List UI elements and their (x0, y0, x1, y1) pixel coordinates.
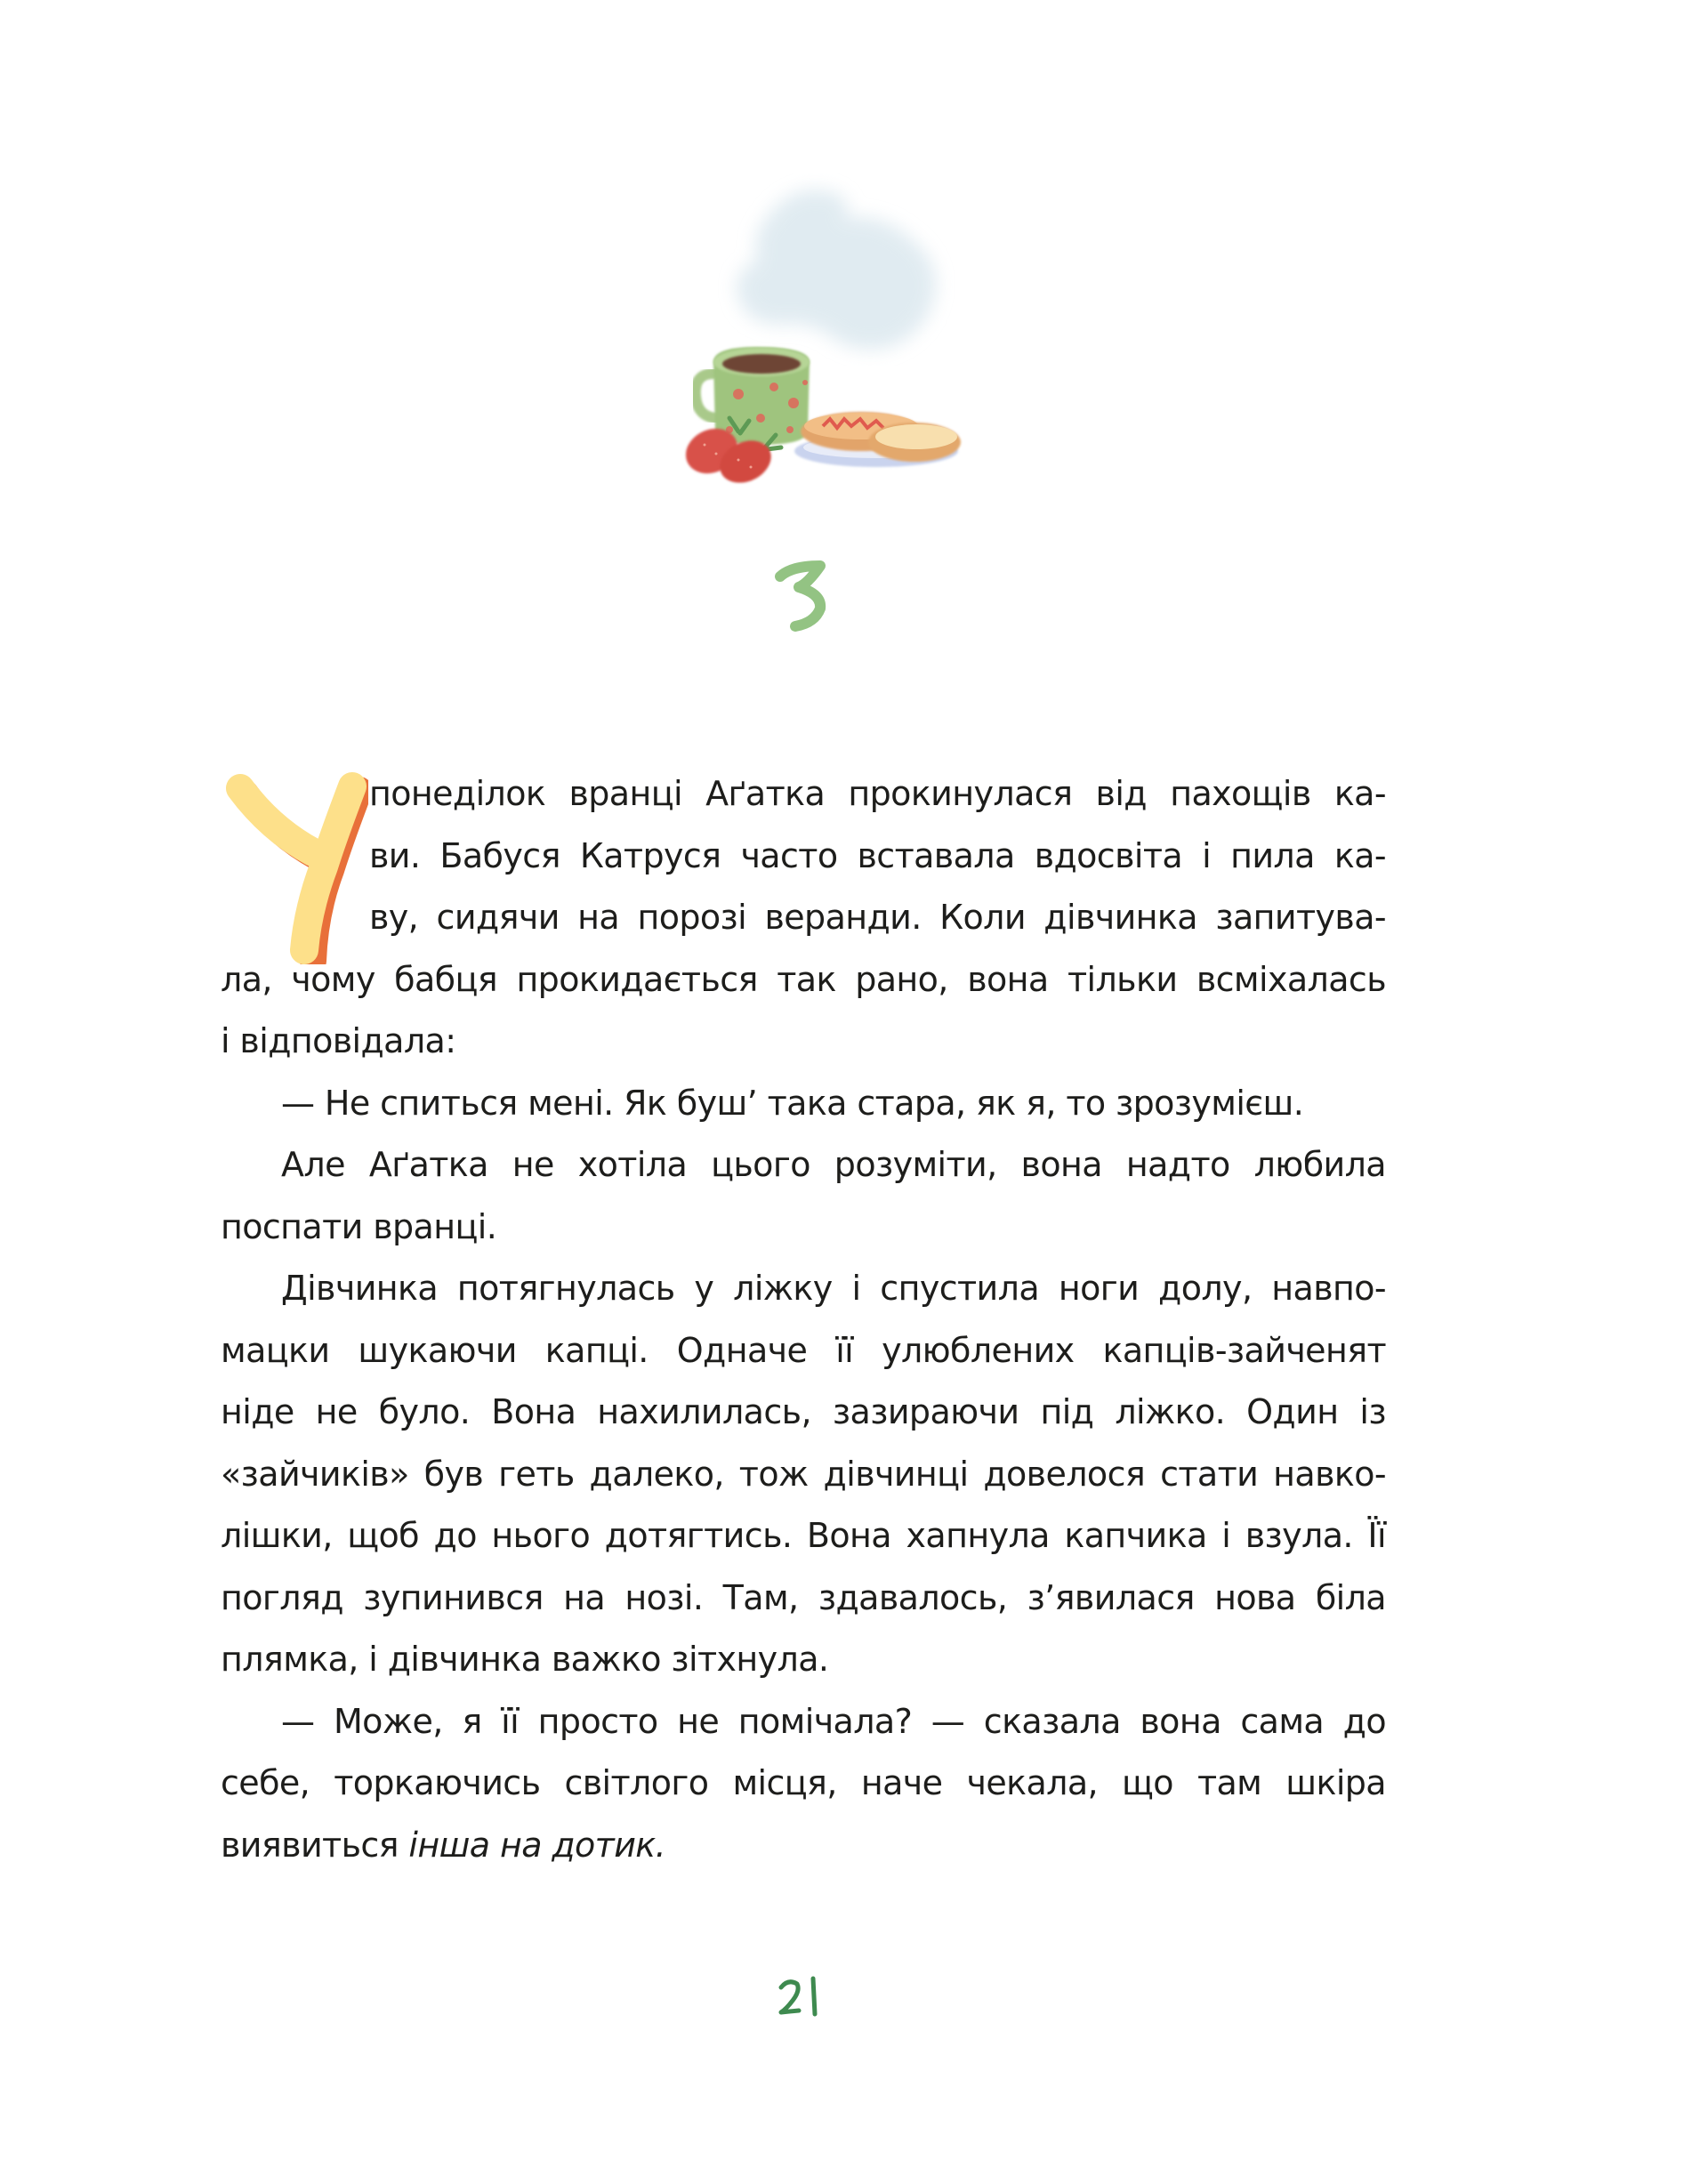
paragraph-line: плямка, і дівчинка важко зітхнула. (221, 1640, 829, 1679)
paragraph-line: мацки шукаючи капці. Одначе її улюблених капців-зайченят (221, 1330, 1386, 1370)
page-number (765, 1968, 836, 2025)
coffee-mug-icon (676, 165, 979, 485)
paragraph-line: ніде не було. Вона нахилилась, зазираючи під ліжко. Один із (221, 1392, 1386, 1431)
paragraph-line: погляд зупинився на нозі. Там, здавалось, з’явилася нова біла (221, 1577, 1386, 1617)
chapter-text (221, 763, 1386, 1876)
dialogue-line: — Може, я її просто не помічала? — сказала вона сама до (281, 1701, 1386, 1741)
paragraph-line: поспати вранці. (221, 1206, 497, 1246)
breakfast-illustration (676, 165, 979, 485)
paragraph-line: себе, торкаючись світлого місця, наче чекала, що там шкіра (221, 1763, 1386, 1802)
paragraph-line: понеділок вранці Аґатка прокинулася від пахощів ка- (369, 774, 1386, 813)
paragraph-line-final (221, 1815, 1386, 1877)
paragraph-line: і відповідала: (221, 1021, 456, 1060)
chapter-number (756, 534, 845, 641)
paragraph-line: Дівчинка потягнулась у ліжку і спустила ноги долу, навпо- (281, 1269, 1386, 1308)
dialogue-line: — Не спиться мені. Як буш’ така стара, як я, то зрозумієш. (281, 1083, 1304, 1123)
paragraph-line: ву, сидячи на порозі веранди. Коли дівчинка запитува- (369, 898, 1386, 937)
chapter-number-glyph (756, 534, 845, 641)
paragraph-line: Але Аґатка не хотіла цього розуміти, вона надто любила (281, 1145, 1386, 1184)
final-line-italic: інша на дотик. (408, 1825, 666, 1865)
paragraph-line: лішки, щоб до нього дотягтись. Вона хапнула капчика і взула. Її (221, 1516, 1386, 1555)
paragraph-line: ла, чому бабця прокидається так рано, вона тільки всміхалась (221, 959, 1386, 999)
page-number-glyph (765, 1968, 836, 2025)
final-line-regular: виявиться (221, 1825, 409, 1865)
paragraph-line: «зайчиків» був геть далеко, тож дівчинці довелося стати навко- (221, 1454, 1386, 1494)
paragraph-line: ви. Бабуся Катруся часто вставала вдосвіта і пила ка- (369, 835, 1386, 875)
